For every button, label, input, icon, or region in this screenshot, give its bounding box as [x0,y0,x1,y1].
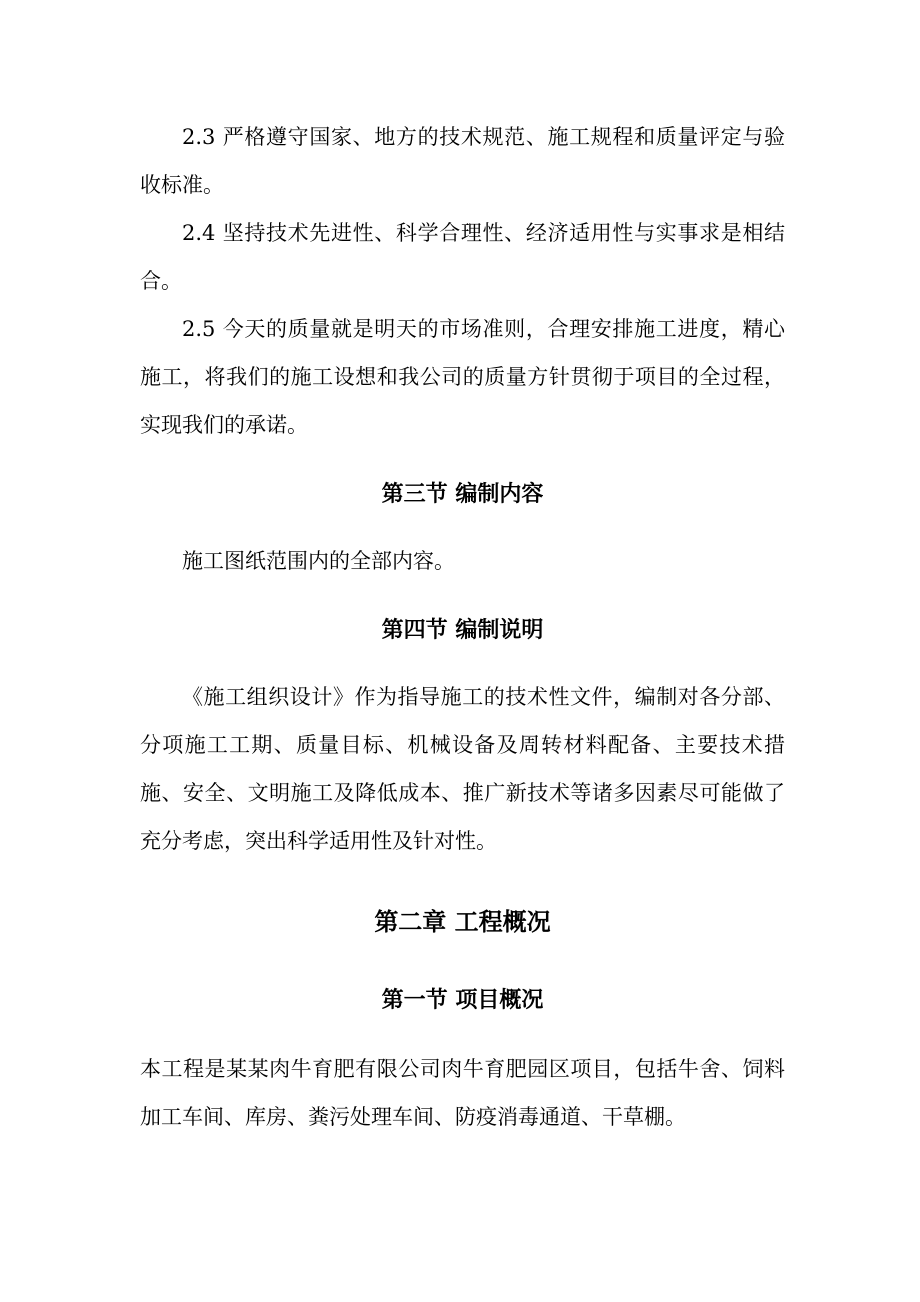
section-heading-3: 第三节 编制内容 [381,481,544,507]
paragraph-section-3: 施工图纸范围内的全部内容。 [182,549,455,573]
paragraph-project-overview: 本工程是某某肉牛育肥有限公司肉牛育肥园区项目，包括牛舍、饲料加工车间、库房、粪污处理车间、防疫消毒通道、干草棚。 [140,1057,785,1129]
chapter-heading-2: 第二章 工程概况 [374,907,551,936]
section-heading-4: 第四节 编制说明 [381,617,544,643]
paragraph-2-5: 2.5 今天的质量就是明天的市场准则，合理安排施工进度，精心施工，将我们的施工设想和我公司的质量方针贯彻于项目的全过程，实现我们的承诺。 [140,317,785,437]
paragraph-section-4: 《施工组织设计》作为指导施工的技术性文件，编制对各分部、分项施工工期、质量目标、机械设备及周转材料配备、主要技术措施、安全、文明施工及降低成本、推广新技术等诸多因素尽可能做了充分考虑，突出科学适用性及针对性。 [140,685,785,853]
chapter-2-section-heading-1: 第一节 项目概况 [381,987,544,1013]
paragraph-2-3: 2.3 严格遵守国家、地方的技术规范、施工规程和质量评定与验收标准。 [140,125,785,197]
paragraph-2-4: 2.4 坚持技术先进性、科学合理性、经济适用性与实事求是相结合。 [140,221,785,293]
